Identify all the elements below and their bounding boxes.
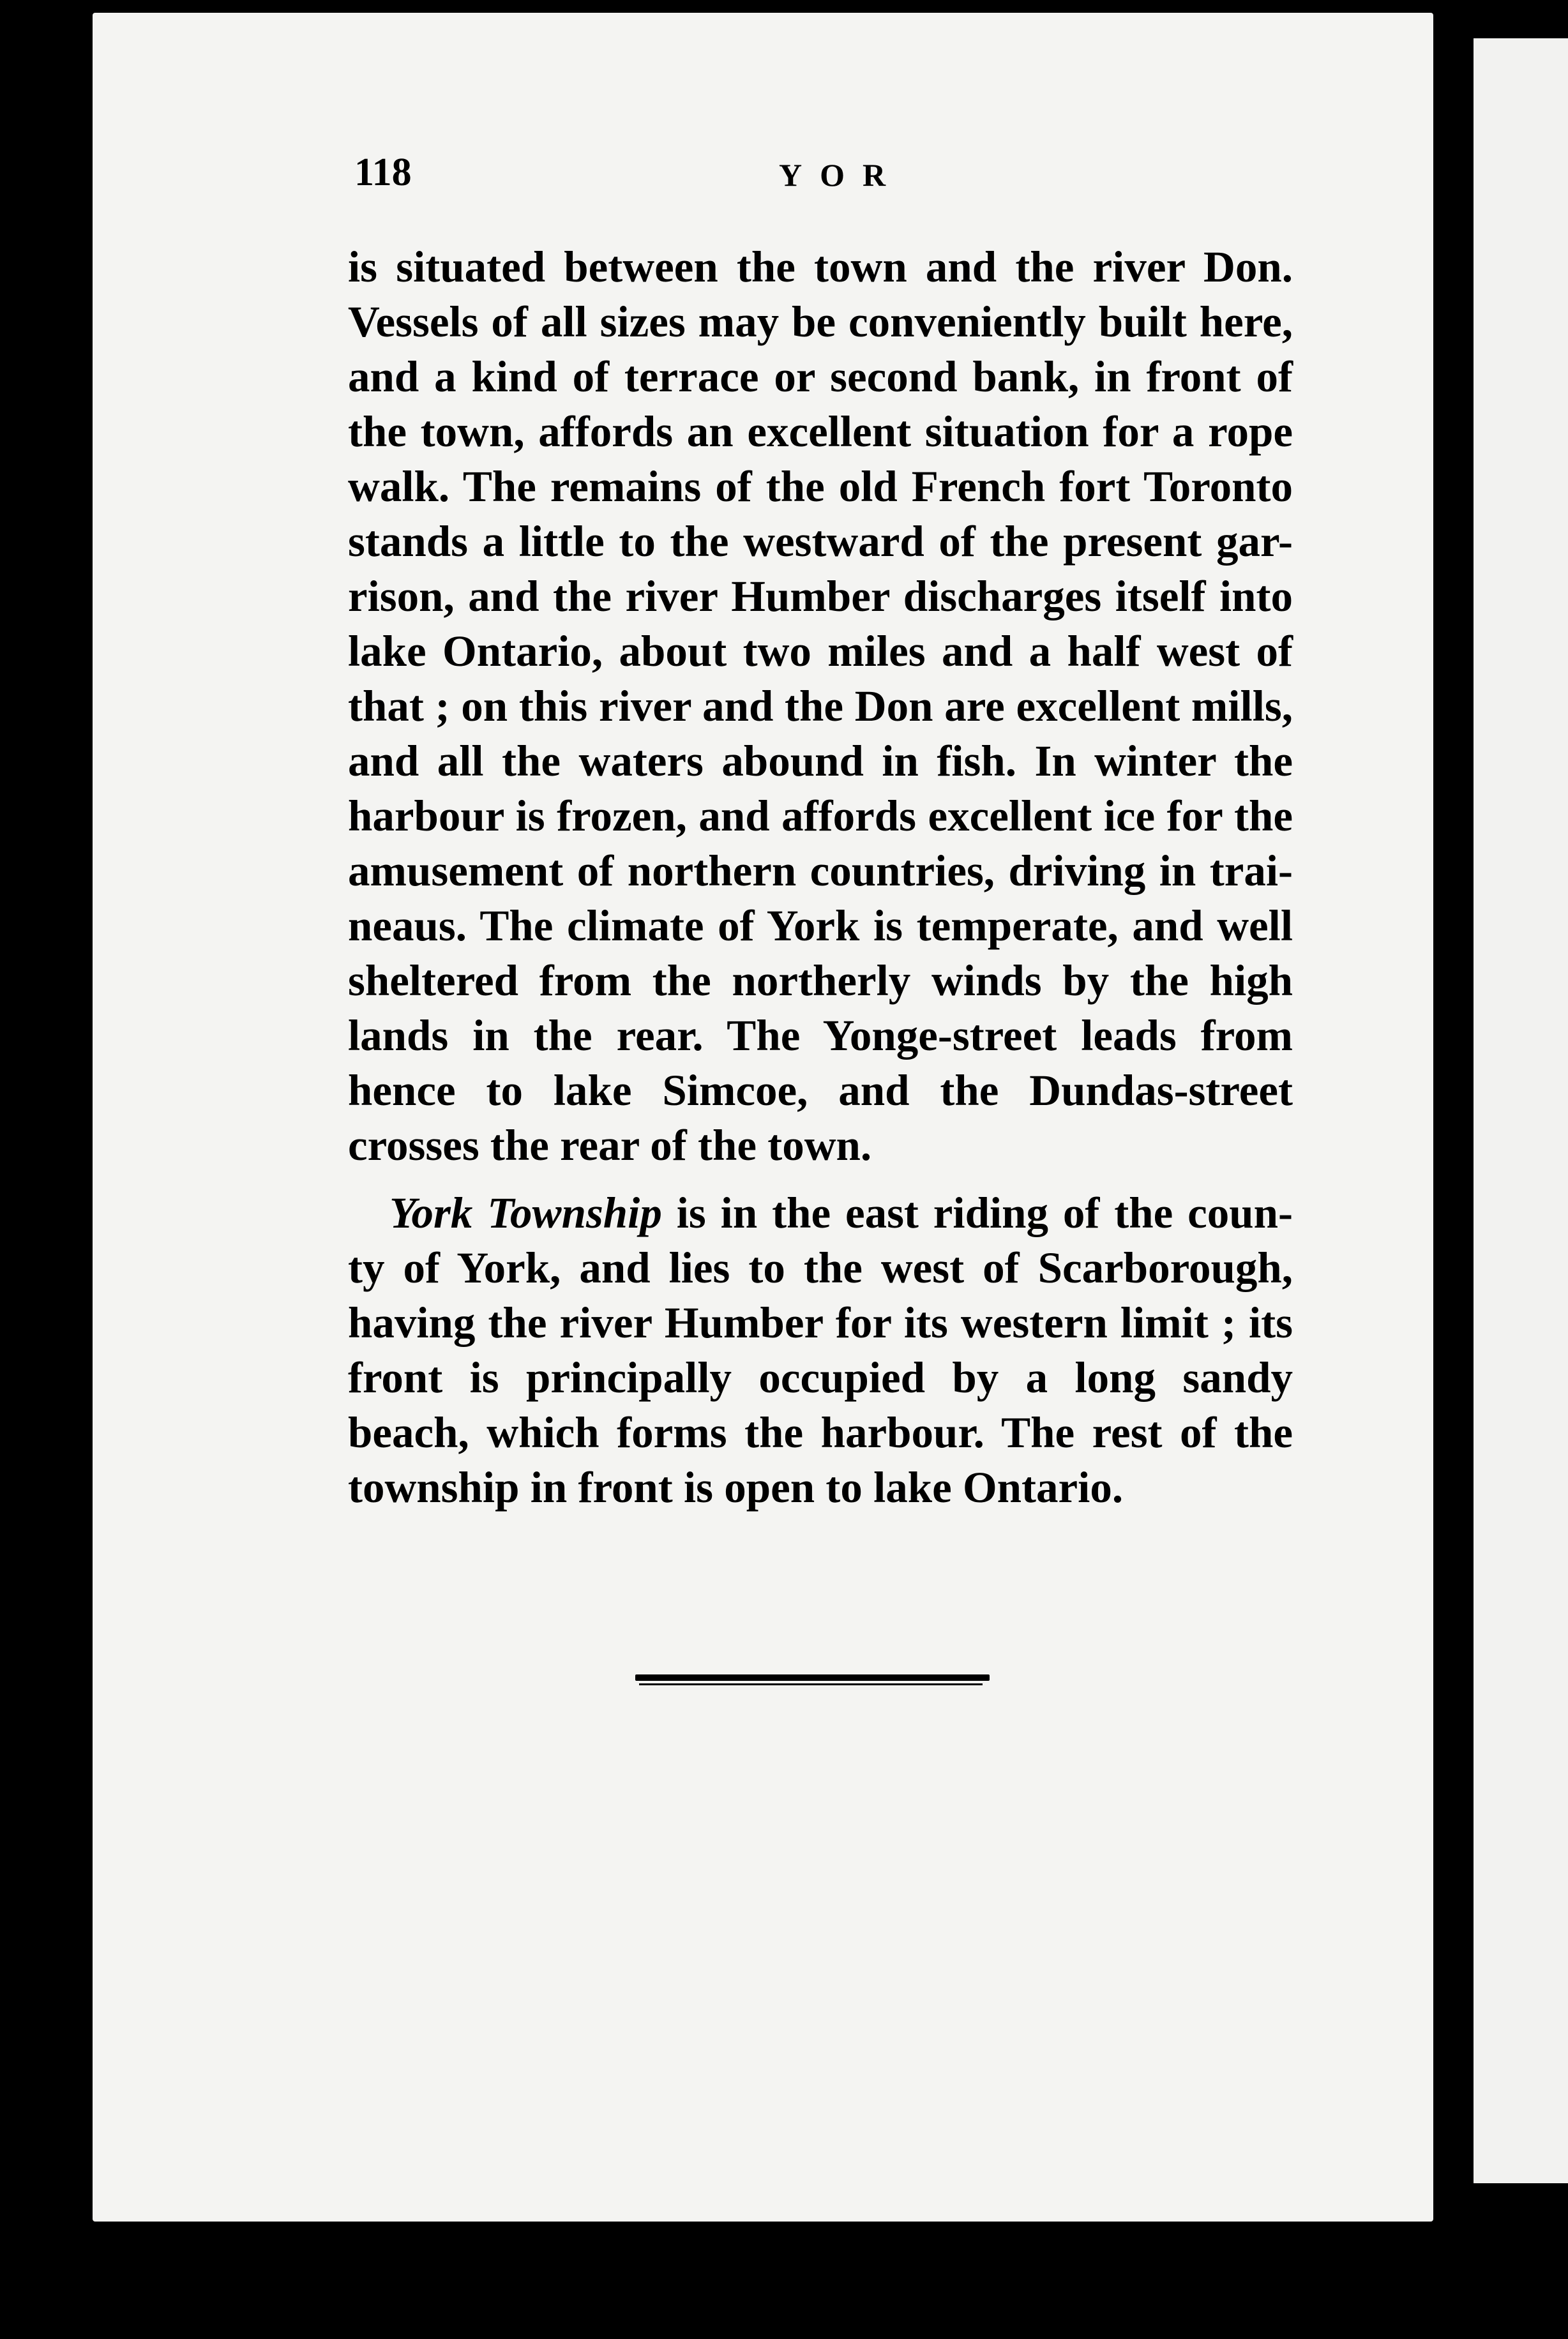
page-header (354, 150, 1312, 201)
text-line: lands in the rear. The Yonge-street leads from (348, 1011, 1293, 1060)
page-number: 118 (354, 151, 412, 194)
text-line: the town, affords an excellent situation for a rope (348, 407, 1293, 456)
text-line: walk. The remains of the old French fort Toronto (348, 462, 1293, 511)
paragraph-york-town (348, 239, 1293, 1173)
text-line: rison, and the river Humber discharges itself into (348, 572, 1293, 620)
text-line: having the river Humber for its western limit ; its (348, 1298, 1293, 1347)
text-line: front is principally occupied by a long sandy (348, 1353, 1293, 1402)
body-text (348, 239, 1293, 1515)
text-line: beach, which forms the harbour. The rest of the (348, 1408, 1293, 1457)
paragraph-york-township (348, 1185, 1293, 1515)
adjacent-page-edge (1474, 38, 1568, 2183)
entry-text: is in the east riding of the coun- (661, 1189, 1293, 1237)
text-line: stands a little to the westward of the present gar- (348, 517, 1293, 566)
paragraph-gap (348, 1173, 1293, 1185)
text-line: ty of York, and lies to the west of Scarborough, (348, 1244, 1293, 1292)
entry-term: York Township (389, 1189, 662, 1237)
text-line (348, 1185, 1293, 1240)
text-line: harbour is frozen, and affords excellent ice for the (348, 792, 1293, 840)
text-line: and a kind of terrace or second bank, in front of (348, 352, 1293, 401)
text-line: neaus. The climate of York is temperate, and well (348, 901, 1293, 950)
text-line: crosses the rear of the town. (348, 1121, 872, 1170)
text-line: sheltered from the northerly winds by the high (348, 956, 1293, 1005)
text-line: township in front is open to lake Ontario. (348, 1463, 1124, 1512)
text-line: lake Ontario, about two miles and a half west of (348, 627, 1293, 675)
end-rule-thick (635, 1674, 990, 1681)
running-head: YOR (779, 157, 904, 193)
end-rule (635, 1674, 990, 1686)
text-line: hence to lake Simcoe, and the Dundas-street (348, 1066, 1293, 1115)
text-line: is situated between the town and the river Don. (348, 243, 1293, 291)
text-line: and all the waters abound in fish. In winter the (348, 737, 1293, 785)
text-line: amusement of northern countries, driving in trai- (348, 846, 1293, 895)
text-line: that ; on this river and the Don are excellent mills, (348, 682, 1293, 730)
end-rule-thin (639, 1683, 983, 1685)
text-line: Vessels of all sizes may be conveniently built here, (348, 297, 1293, 346)
